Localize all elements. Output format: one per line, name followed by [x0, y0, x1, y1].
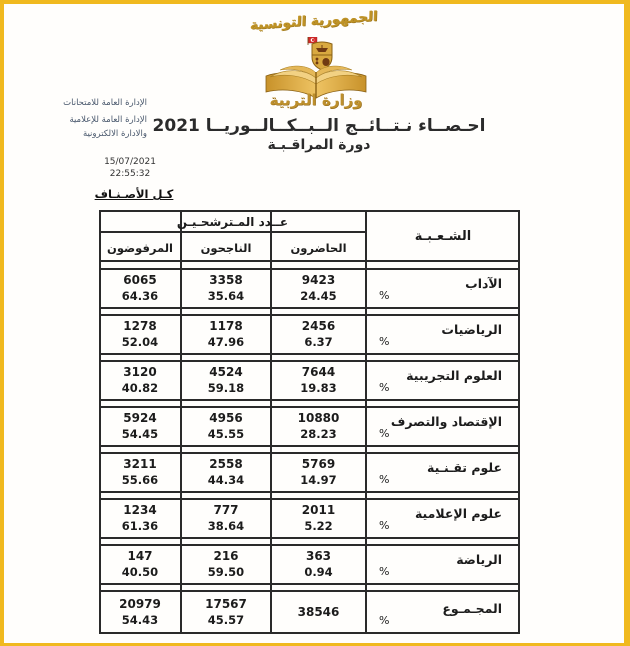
present-cell: [271, 362, 366, 399]
table-row: [99, 498, 520, 539]
passed-pct: 35.64: [207, 289, 245, 303]
branch-name: العلوم التجريبية: [406, 368, 502, 383]
rejected-pct: 40.50: [121, 565, 159, 579]
rejected-cell: [99, 408, 181, 445]
rejected-cell: [99, 500, 181, 537]
present-pct: 19.83: [300, 381, 337, 395]
present-count: 38546: [297, 604, 340, 619]
passed-cell: [181, 454, 271, 491]
rejected-count: 3211: [123, 457, 157, 471]
present-count: 363: [305, 549, 332, 563]
header-branch: الشـعـبـة: [414, 228, 472, 244]
results-table: [99, 210, 520, 634]
branch-name: علوم الإعلامية: [414, 506, 502, 521]
admin-line-2: الإدارة العامة للإعلامية: [69, 115, 147, 125]
present-pct: 28.23: [300, 427, 337, 441]
rejected-cell: [99, 592, 181, 632]
passed-count: 17567: [205, 596, 247, 611]
report-title: [144, 116, 494, 153]
print-time: 22:55:32: [109, 169, 151, 179]
present-count: 2011: [301, 503, 336, 517]
rejected-cell: [99, 270, 181, 307]
branch-cell: [366, 500, 520, 537]
rejected-count: 147: [127, 549, 153, 563]
passed-count: 216: [213, 549, 239, 563]
percent-sign: %: [379, 427, 390, 440]
table-row: [99, 406, 520, 447]
percent-sign: %: [379, 565, 390, 578]
report-title-line1: احـصــاء نـتــائــج الــبــكــالــوريــا 2021: [152, 116, 486, 136]
present-pct: 14.97: [300, 473, 337, 487]
admin-line-1: الإدارة العامة للامتحانات: [63, 98, 147, 108]
passed-count: 2558: [209, 457, 243, 471]
rejected-cell: [99, 454, 181, 491]
present-cell: [271, 270, 366, 307]
passed-count: 777: [213, 503, 239, 517]
rejected-cell: [99, 316, 181, 353]
branch-name: الإقتصاد والتصرف: [390, 414, 502, 429]
table-row: [99, 544, 520, 585]
present-count: 5769: [301, 457, 336, 471]
passed-pct: 47.96: [207, 335, 245, 349]
rejected-pct: 64.36: [121, 289, 159, 303]
passed-count: 3358: [209, 273, 243, 287]
present-cell: [271, 316, 366, 353]
passed-pct: 45.57: [207, 612, 245, 627]
print-datetime: [98, 156, 162, 180]
header-rejected: المرفوضون: [107, 240, 174, 255]
percent-sign: %: [379, 614, 390, 627]
present-count: 10880: [297, 411, 340, 425]
passed-cell: [181, 546, 271, 583]
present-cell: [271, 592, 366, 632]
ministry-name: وزارة التربية: [269, 91, 363, 109]
passed-count: 1178: [209, 319, 243, 333]
report-title-line2: دورة المراقـبـة: [267, 137, 371, 153]
branch-name: الرياضيات: [441, 322, 502, 337]
passed-pct: 59.18: [207, 381, 245, 395]
admin-line-3: والادارة الالكترونية: [82, 129, 147, 139]
table-row: [99, 268, 520, 309]
print-date: 15/07/2021: [104, 157, 156, 167]
percent-sign: %: [379, 519, 390, 532]
table-row: [99, 452, 520, 493]
rejected-pct: 61.36: [121, 519, 159, 533]
rejected-pct: 52.04: [121, 335, 159, 349]
passed-pct: 45.55: [207, 427, 245, 441]
passed-cell: [181, 500, 271, 537]
percent-sign: %: [379, 289, 390, 302]
rejected-pct: 55.66: [121, 473, 159, 487]
percent-sign: %: [379, 335, 390, 348]
rejected-count: 1234: [123, 503, 157, 517]
passed-cell: [181, 592, 271, 632]
passed-pct: 59.50: [207, 565, 245, 579]
present-count: 9423: [301, 273, 336, 287]
present-cell: [271, 500, 366, 537]
header-present: الحاضرون: [290, 240, 347, 255]
passed-pct: 38.64: [207, 519, 245, 533]
header-candidates-count: عــدد المـترشحـيـن: [99, 212, 366, 233]
passed-cell: [181, 408, 271, 445]
branch-cell: [366, 362, 520, 399]
rejected-count: 6065: [123, 273, 157, 287]
present-pct: 0.94: [304, 565, 333, 579]
rejected-count: 5924: [123, 411, 157, 425]
branch-cell: [366, 316, 520, 353]
issuing-administration: [29, 96, 147, 141]
branch-name: الآداب: [465, 276, 502, 291]
rejected-cell: [99, 546, 181, 583]
category-filter-label: كـل الأصـنـاف: [94, 187, 174, 201]
passed-count: 4524: [209, 365, 243, 379]
present-pct: 6.37: [304, 335, 333, 349]
rejected-pct: 54.45: [121, 427, 159, 441]
branch-cell: [366, 592, 520, 632]
passed-cell: [181, 362, 271, 399]
branch-cell: [366, 454, 520, 491]
passed-cell: [181, 316, 271, 353]
branch-cell: [366, 270, 520, 307]
rejected-cell: [99, 362, 181, 399]
branch-name: المجـمـوع: [442, 601, 502, 616]
passed-cell: [181, 270, 271, 307]
rejected-pct: 54.43: [121, 612, 159, 627]
branch-name: علوم تقـنـية: [426, 460, 502, 475]
table-row: [99, 360, 520, 401]
present-count: 7644: [301, 365, 336, 379]
rejected-count: 20979: [119, 596, 161, 611]
branch-cell: [366, 546, 520, 583]
branch-name: الرياضة: [456, 552, 502, 567]
table-header: [99, 210, 520, 262]
branch-cell: [366, 408, 520, 445]
header-passed: الناجحون: [200, 240, 252, 255]
passed-pct: 44.34: [207, 473, 245, 487]
percent-sign: %: [379, 381, 390, 394]
percent-sign: %: [379, 473, 390, 486]
rejected-count: 1278: [123, 319, 157, 333]
rejected-pct: 40.82: [121, 381, 159, 395]
present-pct: 5.22: [304, 519, 333, 533]
table-row: [99, 314, 520, 355]
present-pct: 24.45: [300, 289, 337, 303]
rejected-count: 3120: [123, 365, 157, 379]
present-count: 2456: [301, 319, 336, 333]
table-total-row: [99, 590, 520, 634]
present-cell: [271, 454, 366, 491]
passed-count: 4956: [209, 411, 243, 425]
republic-calligraphy: الجمهورية التونسية: [249, 8, 379, 34]
present-cell: [271, 408, 366, 445]
present-cell: [271, 546, 366, 583]
